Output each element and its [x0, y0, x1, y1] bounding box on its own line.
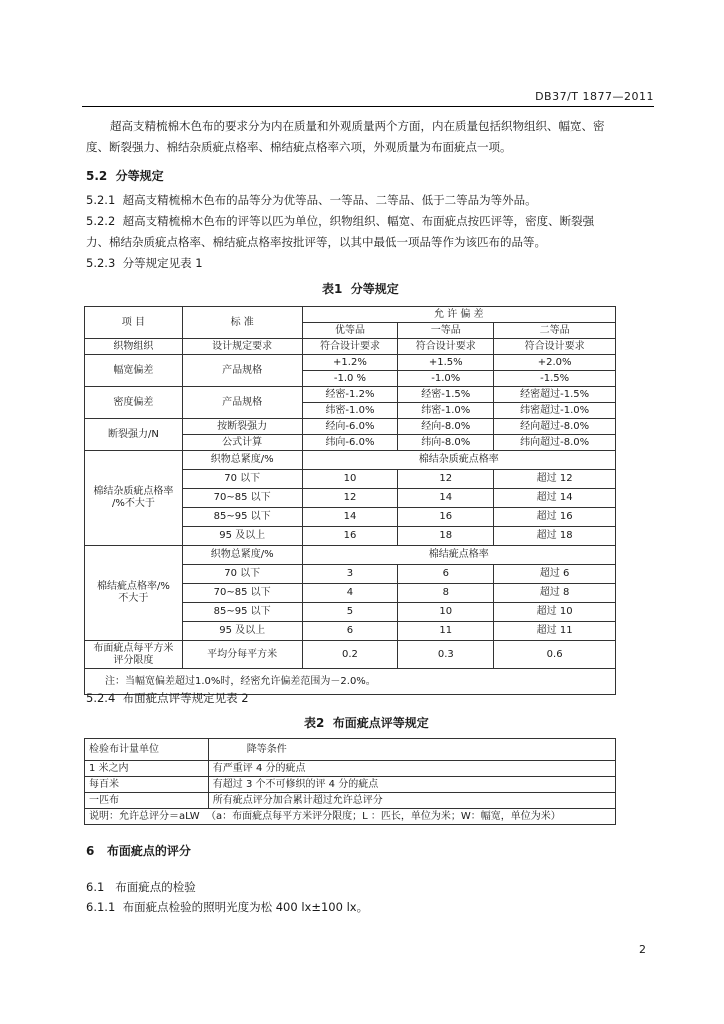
cell-value: 纬密-1.0% — [398, 403, 494, 419]
cell-value: 8 — [398, 584, 494, 603]
cell-subheader: 织物总紧度/% — [182, 451, 302, 470]
cell-value: 超过 16 — [494, 508, 616, 527]
cell-tightness: 70 以下 — [182, 470, 302, 489]
clause-text: 布面疵点评等规定见表 2 — [122, 691, 249, 705]
clause-number: 6.1.1 — [86, 900, 116, 914]
caption-title: 布面疵点评等规定 — [332, 716, 429, 730]
doc-code: DB37/T 1877—2011 — [535, 90, 654, 103]
caption-number: 表2 — [304, 716, 325, 730]
cell-tightness: 85~95 以下 — [182, 603, 302, 622]
cell-item: 密度偏差 — [85, 387, 183, 419]
cell-standard: 产品规格 — [182, 355, 302, 387]
header-standard: 标 准 — [182, 307, 302, 339]
cell-value: 4 — [302, 584, 398, 603]
item-label: 评分限度 — [113, 654, 154, 666]
clause-text: 布面疵点检验的照明光度为松 400 lx±100 lx。 — [122, 900, 369, 914]
cell-tightness: 95 及以上 — [182, 622, 302, 641]
clause-text: 超高支精梳棉木色布的评等以匹为单位，织物组织、幅宽、布面疵点按匹评等，密度、断裂强 — [122, 214, 595, 228]
cell-value: 6 — [398, 565, 494, 584]
clause-text: 超高支精梳棉木色布的品等分为优等品、一等品、二等品、低于二等品为等外品。 — [122, 193, 537, 207]
cell-value: 纬向超过-8.0% — [494, 435, 616, 451]
cell-value: +1.2% — [302, 355, 398, 371]
section-title: 布面疵点的检验 — [115, 880, 196, 894]
table-row — [85, 641, 616, 669]
cell-value: 超过 11 — [494, 622, 616, 641]
cell-tightness: 85~95 以下 — [182, 508, 302, 527]
cell-value: 超过 10 — [494, 603, 616, 622]
item-label: /%不大于 — [111, 498, 155, 509]
table-header-row — [85, 307, 616, 323]
header-grade-premium: 优等品 — [302, 323, 398, 339]
table-1-caption — [322, 280, 399, 297]
cell-value: 16 — [398, 508, 494, 527]
header-grade-second: 二等品 — [494, 323, 616, 339]
item-label: 棉结疵点格率/% — [96, 581, 170, 592]
clause-number: 5.2.3 — [86, 256, 116, 270]
cell-value: 超过 14 — [494, 489, 616, 508]
clause-number: 5.2.1 — [86, 193, 116, 207]
section-number: 5.2 — [86, 169, 108, 183]
table-row — [85, 339, 616, 355]
intro-line-2: 度、断裂强力、棉结杂质疵点格率、棉结疵点格率六项，外观质量为布面疵点一项。 — [86, 140, 512, 154]
cell-value: 6 — [302, 622, 398, 641]
cell-standard: 产品规格 — [182, 387, 302, 419]
table-fabric-defect-rules — [84, 738, 616, 825]
cell-value: 超过 8 — [494, 584, 616, 603]
cell-tightness: 70~85 以下 — [182, 489, 302, 508]
item-label: 布面疵点每平方米 — [93, 642, 174, 654]
cell-value: 0.3 — [398, 641, 494, 669]
cell-value: 经密超过-1.5% — [494, 387, 616, 403]
table-row — [85, 419, 616, 435]
cell-value: 经向-6.0% — [302, 419, 398, 435]
cell-subheader: 棉结疵点格率 — [302, 546, 615, 565]
table-note-row — [85, 809, 616, 825]
cell-item: 织物组织 — [85, 339, 183, 355]
clause-5-2-2-line-2: 力、棉结杂质疵点格率、棉结疵点格率按批评等，以其中最低一项品等作为该匹布的品等。 — [86, 235, 546, 249]
clause-text: 分等规定见表 1 — [122, 256, 203, 270]
cell-value: 11 — [398, 622, 494, 641]
clause-5-2-4 — [86, 688, 249, 709]
cell-item: 幅宽偏差 — [85, 355, 183, 387]
table-row — [85, 777, 616, 793]
item-label: 不大于 — [118, 593, 149, 604]
clause-5-2-3 — [86, 253, 203, 274]
cell-tightness: 70 以下 — [182, 565, 302, 584]
cell-value: 纬密-1.0% — [302, 403, 398, 419]
cell-condition: 所有疵点评分加合累计超过允许总评分 — [208, 793, 615, 809]
cell-value: 符合设计要求 — [302, 339, 398, 355]
table-row — [85, 387, 616, 403]
section-title: 布面疵点的评分 — [106, 844, 191, 858]
cell-value: 14 — [398, 489, 494, 508]
cell-value: 3 — [302, 565, 398, 584]
caption-number: 表1 — [322, 282, 343, 296]
table-note: 注：当幅宽偏差超过1.0%时，经密允许偏差范围为－2.0%。 — [85, 669, 616, 695]
cell-value: -1.5% — [494, 371, 616, 387]
section-title: 分等规定 — [115, 169, 164, 183]
cell-standard: 公式计算 — [182, 435, 302, 451]
clause-number: 5.2.2 — [86, 214, 116, 228]
cell-value: 符合设计要求 — [398, 339, 494, 355]
cell-value: 经向-8.0% — [398, 419, 494, 435]
table-row — [85, 451, 616, 470]
intro-line-1: 超高支精梳棉木色布的要求分为内在质量和外观质量两个方面，内在质量包括织物组织、幅宽、密 — [110, 119, 605, 133]
header-condition: 降等条件 — [208, 739, 615, 761]
cell-value: 纬向-8.0% — [398, 435, 494, 451]
cell-subheader: 棉结杂质疵点格率 — [302, 451, 615, 470]
cell-value: 超过 18 — [494, 527, 616, 546]
cell-tightness: 95 及以上 — [182, 527, 302, 546]
cell-value: -1.0 % — [302, 371, 398, 387]
cell-unit: 1 米之内 — [85, 761, 209, 777]
cell-value: 12 — [398, 470, 494, 489]
table-row — [85, 761, 616, 777]
cell-condition: 有超过 3 个不可修织的评 4 分的疵点 — [208, 777, 615, 793]
clause-6-1-1 — [86, 897, 368, 918]
cell-item: 断裂强力/N — [85, 419, 183, 451]
table-row — [85, 546, 616, 565]
cell-value: 0.6 — [494, 641, 616, 669]
cell-item — [85, 451, 183, 546]
cell-value: 16 — [302, 527, 398, 546]
clause-number: 5.2.4 — [86, 691, 116, 705]
header-item: 项 目 — [85, 307, 183, 339]
cell-unit: 一匹布 — [85, 793, 209, 809]
cell-value: 纬密超过-1.0% — [494, 403, 616, 419]
cell-standard: 按断裂强力 — [182, 419, 302, 435]
page-number: 2 — [639, 943, 646, 956]
cell-value: +1.5% — [398, 355, 494, 371]
note-explanation: （a：布面疵点每平方米评分限度；L ：匹长，单位为米；W：幅宽，单位为米） — [206, 810, 561, 822]
cell-value: 符合设计要求 — [494, 339, 616, 355]
cell-value: 10 — [302, 470, 398, 489]
cell-item — [85, 546, 183, 641]
header-rule — [82, 106, 654, 107]
cell-value: 经密-1.2% — [302, 387, 398, 403]
cell-value: 经向超过-8.0% — [494, 419, 616, 435]
cell-value: 0.2 — [302, 641, 398, 669]
cell-value: 14 — [302, 508, 398, 527]
cell-condition: 有严重评 4 分的疵点 — [208, 761, 615, 777]
table-row — [85, 355, 616, 371]
section-number: 6 — [86, 844, 95, 858]
table-header-row — [85, 739, 616, 761]
section-number: 6.1 — [86, 880, 105, 894]
table-note — [85, 809, 616, 825]
cell-value: 10 — [398, 603, 494, 622]
cell-tightness: 70~85 以下 — [182, 584, 302, 603]
cell-value: 12 — [302, 489, 398, 508]
table-row — [85, 793, 616, 809]
cell-value: 超过 6 — [494, 565, 616, 584]
table-2-caption — [304, 714, 429, 731]
clause-5-2-1 — [86, 190, 537, 211]
section-5-2-heading — [86, 167, 164, 184]
cell-value: 5 — [302, 603, 398, 622]
cell-standard: 平均分每平方米 — [182, 641, 302, 669]
item-label: 棉结杂质疵点格率 — [93, 486, 174, 497]
header-grade-first: 一等品 — [398, 323, 494, 339]
cell-value: 经密-1.5% — [398, 387, 494, 403]
cell-item — [85, 641, 183, 669]
note-formula: 说明：允许总评分＝aLW — [89, 810, 200, 822]
cell-value: 超过 12 — [494, 470, 616, 489]
section-6-heading — [86, 842, 191, 859]
header-tolerance: 允 许 偏 差 — [302, 307, 615, 323]
cell-subheader: 织物总紧度/% — [182, 546, 302, 565]
cell-standard: 设计规定要求 — [182, 339, 302, 355]
cell-value: -1.0% — [398, 371, 494, 387]
header-unit: 检验布计量单位 — [85, 739, 209, 761]
section-6-1-heading — [86, 877, 196, 898]
cell-value: 纬向-6.0% — [302, 435, 398, 451]
cell-value: 18 — [398, 527, 494, 546]
clause-5-2-2-line-1 — [86, 211, 594, 232]
cell-unit: 每百米 — [85, 777, 209, 793]
cell-value: +2.0% — [494, 355, 616, 371]
caption-title: 分等规定 — [350, 282, 399, 296]
table-grading-rules — [84, 306, 616, 695]
